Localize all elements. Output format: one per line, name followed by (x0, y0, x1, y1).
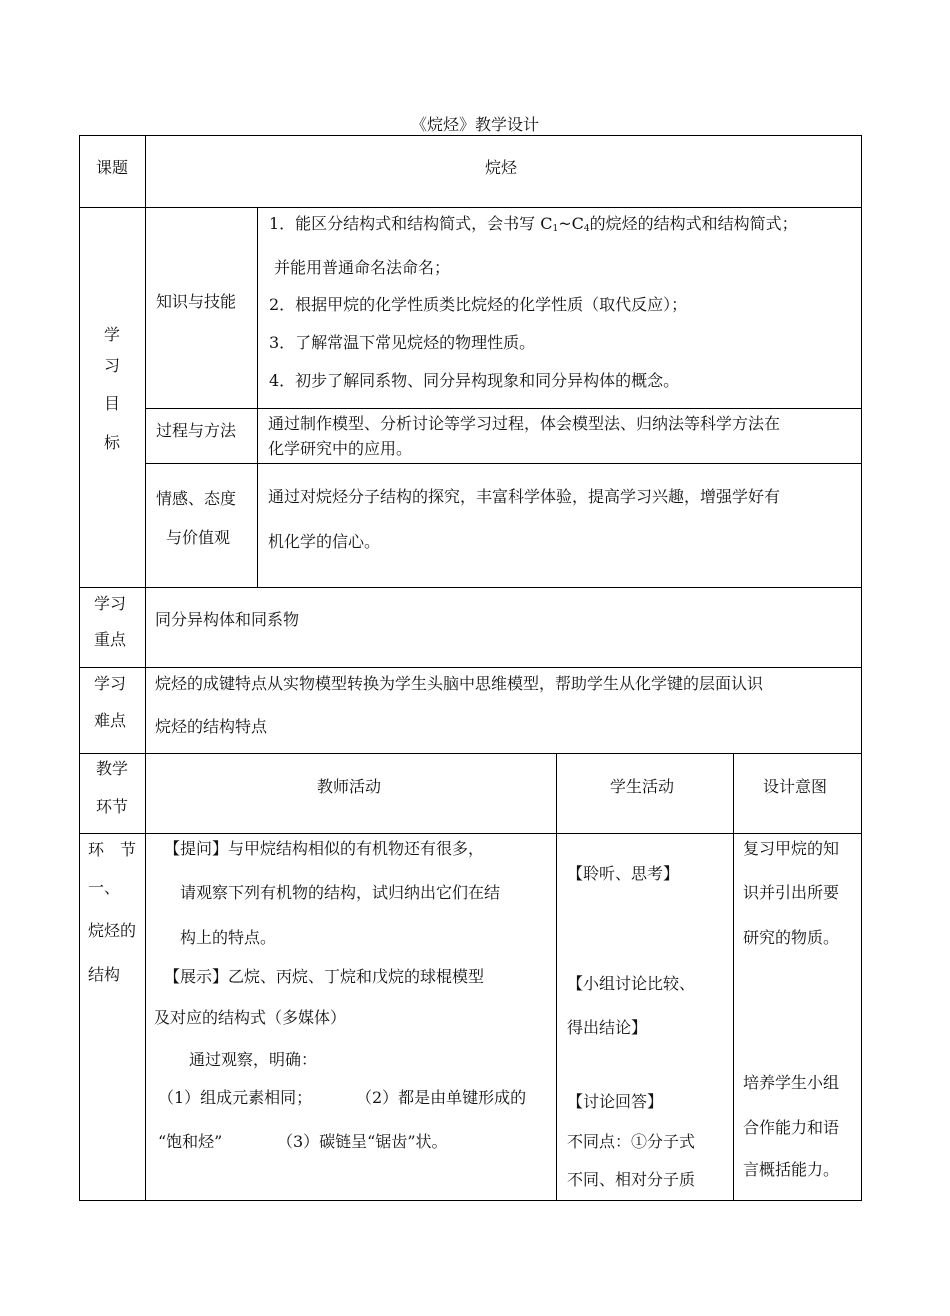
lesson-plan-table (79, 135, 862, 1201)
row-divider (79, 833, 862, 834)
emotion-label: 情感、态度 (156, 489, 237, 508)
knowledge-line: 1．能区分结构式和结构简式，会书写 $C_1\sim C_4$的烷烃的结构式和结构简式； (269, 214, 798, 234)
process-line: 通过制作模型、分析讨论等学习过程，体会模型法、归纳法等科学方法在 (268, 414, 781, 433)
emotion-label: 与价值观 (166, 528, 231, 547)
teacher-activity-line: 通过观察，明确： (189, 1050, 318, 1069)
design-intent-line: 言概括能力。 (743, 1160, 840, 1179)
knowledge-line: 2．根据甲烷的化学性质类比烷烃的化学性质（取代反应）； (269, 295, 688, 314)
row-divider (145, 408, 862, 409)
emotion-line: 通过对烷烃分子结构的探究，丰富科学体验，提高学习兴趣，增强学好有 (268, 487, 781, 506)
knowledge-line: 并能用普通命名法命名； (274, 258, 451, 277)
row-divider (79, 667, 862, 668)
teacher-activity-line: （2）都是由单键形成的 (356, 1088, 527, 1107)
key-point-value: 同分异构体和同系物 (155, 610, 300, 629)
topic-value: 烷烃 (485, 158, 518, 177)
design-intent-line: 复习甲烷的知 (743, 839, 840, 858)
teacher-activity-line: （3）碳链呈“锯齿”状。 (277, 1132, 448, 1151)
student-activity-line: 【聆听、思考】 (567, 864, 680, 883)
column-divider (733, 753, 734, 1201)
difficulty-label: 难点 (94, 711, 127, 730)
teacher-activity-line: 请观察下列有机物的结构，试归纳出它们在结 (180, 883, 501, 902)
objectives-label-char: 学 (104, 325, 121, 344)
row-divider (79, 207, 862, 208)
header-phase: 环节 (96, 797, 129, 816)
header-intent: 设计意图 (763, 777, 828, 796)
difficulty-label: 学习 (94, 674, 127, 693)
teacher-activity-line: 及对应的结构式（多媒体） (154, 1008, 347, 1027)
student-activity-line: 不同、相对分子质 (567, 1170, 696, 1189)
column-divider (257, 207, 258, 587)
objectives-label-char: 目 (104, 394, 121, 413)
table-border (79, 135, 80, 1201)
student-activity-line: 得出结论】 (567, 1018, 648, 1037)
row-divider (79, 587, 862, 588)
teacher-activity-line: “饱和烃” (158, 1132, 223, 1151)
key-point-label: 重点 (94, 630, 127, 649)
design-intent-line: 研究的物质。 (743, 928, 840, 947)
phase-label: 结构 (88, 965, 121, 984)
phase-label: 一、 (88, 878, 121, 897)
phase-label: 环 节 (88, 840, 137, 859)
knowledge-line: 4．初步了解同系物、同分异构现象和同分异构体的概念。 (269, 371, 680, 390)
knowledge-line: 3．了解常温下常见烷烃的物理性质。 (269, 333, 536, 352)
student-activity-line: 【小组讨论比较、 (567, 974, 696, 993)
table-border (79, 1200, 862, 1201)
row-divider (145, 463, 862, 464)
teacher-activity-line: 构上的特点。 (180, 928, 277, 947)
emotion-line: 机化学的信心。 (268, 532, 381, 551)
topic-label: 课题 (96, 158, 129, 177)
process-label: 过程与方法 (156, 421, 237, 440)
design-intent-line: 培养学生小组 (743, 1073, 840, 1092)
objectives-label-char: 标 (104, 433, 121, 452)
process-line: 化学研究中的应用。 (268, 439, 413, 458)
key-point-label: 学习 (94, 594, 127, 613)
teacher-activity-line: 【展示】乙烷、丙烷、丁烷和戊烷的球棍模型 (164, 967, 485, 986)
design-intent-line: 识并引出所要 (743, 883, 840, 902)
header-phase: 教学 (96, 759, 129, 778)
phase-label: 烷烃的 (88, 921, 137, 940)
table-border (79, 135, 862, 136)
objectives-label-char: 习 (104, 356, 121, 375)
header-teacher: 教师活动 (317, 777, 382, 796)
teacher-activity-line: （1）组成元素相同； (158, 1088, 313, 1107)
student-activity-line: 【讨论回答】 (567, 1092, 664, 1111)
document-title: 《烷烃》教学设计 (410, 115, 539, 134)
teacher-activity-line: 【提问】与甲烷结构相似的有机物还有很多， (164, 839, 485, 858)
difficulty-line: 烷烃的成键特点从实物模型转换为学生头脑中思维模型，帮助学生从化学键的层面认识 (155, 674, 764, 693)
design-intent-line: 合作能力和语 (743, 1118, 840, 1137)
knowledge-label: 知识与技能 (156, 292, 237, 311)
student-activity-line: 不同点：①分子式 (567, 1132, 696, 1151)
column-divider (145, 135, 146, 1201)
header-student: 学生活动 (610, 777, 675, 796)
difficulty-line: 烷烃的结构特点 (155, 717, 268, 736)
row-divider (79, 753, 862, 754)
column-divider (556, 753, 557, 1201)
table-border (861, 135, 862, 1201)
